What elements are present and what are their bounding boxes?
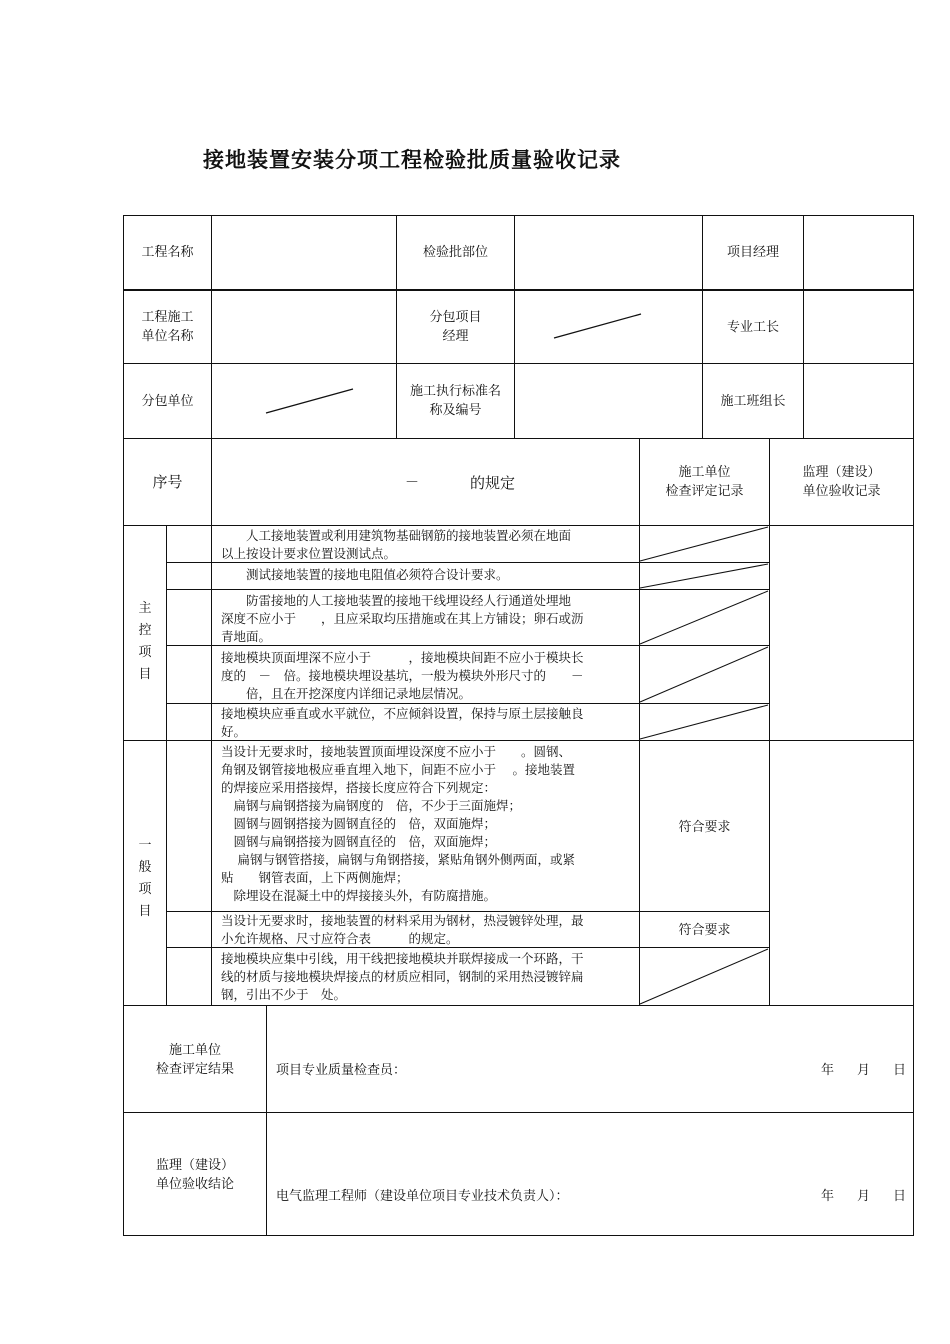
main-item-4: 接地模块顶面埋深不应小于 ，接地模块间距不应小于模块长 度的 － 倍。接地模块埋设基坑，一般为模块外形尺寸的 － 倍，且在开挖深度内详细记录地层情况。 xyxy=(221,650,584,701)
sub-manager-label: 分包项目 经理 xyxy=(429,310,482,344)
foreman-label: 专业工长 xyxy=(726,319,779,335)
spec-dash: － xyxy=(405,475,419,491)
engineer-label: 电气监理工程师（建设单位项目专业技术负责人）： xyxy=(276,1189,569,1204)
batch-location-label: 检验批部位 xyxy=(422,245,488,260)
contractor-date-month: 月 xyxy=(857,1063,871,1078)
contractor-date-year: 年 xyxy=(821,1063,835,1078)
general-item-2: 当设计无要求时，接地装置的材料采用为钢材，热浸镀锌处理，最 小允许规格、尺寸应符合表 的规定。 xyxy=(221,913,584,946)
inspector-label: 项目专业质量检查员： xyxy=(276,1063,407,1078)
sequence-header: 序号 xyxy=(152,472,183,491)
contractor-check-header: 施工单位 检查评定记录 xyxy=(665,465,744,499)
subcontractor-label: 分包单位 xyxy=(141,393,194,409)
supervisor-date-day: 日 xyxy=(893,1189,907,1204)
supervisor-result-label: 监理（建设） 单位验收结论 xyxy=(155,1158,234,1192)
standard-label: 施工执行标准名 称及编号 xyxy=(409,384,501,418)
main-item-5: 接地模块应垂直或水平就位，不应倾斜设置，保持与原土层接触良 好。 xyxy=(221,706,584,739)
supervisor-check-header: 监理（建设） 单位验收记录 xyxy=(802,465,881,499)
contractor-date-day: 日 xyxy=(893,1063,907,1078)
general-item-1: 当设计无要求时，接地装置顶面埋设深度不应小于 。圆钢、 角钢及钢管接地极应垂直埋入地下，间距不应小于 。接地装置 的焊接应采用搭接焊，搭接长度应符合下列规定： 扁钢与扁钢搭接为扁钢度的 倍，不少于三面施焊； 圆钢与圆钢搭接为圆钢直径的 倍，双面施焊； 圆钢与扁钢搭接为圆钢直径的 倍，双面施焊； 扁钢与钢管搭接，扁钢与角钢搭接，紧贴角钢外侧两面，或紧 贴 钢管表面，上下两侧施焊； 除埋设在混凝土中的焊接接头外，有防腐措施。 xyxy=(221,744,575,903)
supervisor-date-year: 年 xyxy=(821,1189,835,1204)
main-item-1: 人工接地装置或利用建筑物基础钢筋的接地装置必须在地面 以上按设计要求位置设测试点。 xyxy=(221,528,572,561)
project-name-label: 工程名称 xyxy=(141,245,194,260)
contractor-name-label: 工程施工 单位名称 xyxy=(141,310,194,344)
project-manager-label: 项目经理 xyxy=(726,245,779,260)
general-result-1: 符合要求 xyxy=(678,819,731,835)
main-control-label: 主 控 项 目 xyxy=(138,601,152,682)
general-item-3: 接地模块应集中引线，用干线把接地模块并联焊接成一个环路，干 线的材质与接地模块焊接点的材质应相同，钢制的采用热浸镀锌扁 钢，引出不少于 处。 xyxy=(221,951,584,1002)
page-title: 接地装置安装分项工程检验批质量验收记录 xyxy=(203,148,621,172)
contractor-result-label: 施工单位 检查评定结果 xyxy=(155,1043,234,1077)
main-item-3: 防雷接地的人工接地装置的接地干线埋设经人行通道处埋地 深度不应小于 ，且应采取均压措施或在其上方铺设；卵石或沥 青地面。 xyxy=(221,593,584,644)
main-item-2: 测试接地装置的接地电阻值必须符合设计要求。 xyxy=(221,567,509,582)
spec-header: 的规定 xyxy=(470,474,516,492)
supervisor-date-month: 月 xyxy=(857,1189,871,1204)
team-leader-label: 施工班组长 xyxy=(720,393,786,409)
general-label: 一 般 项 目 xyxy=(138,838,152,919)
general-result-2: 符合要求 xyxy=(678,922,731,938)
